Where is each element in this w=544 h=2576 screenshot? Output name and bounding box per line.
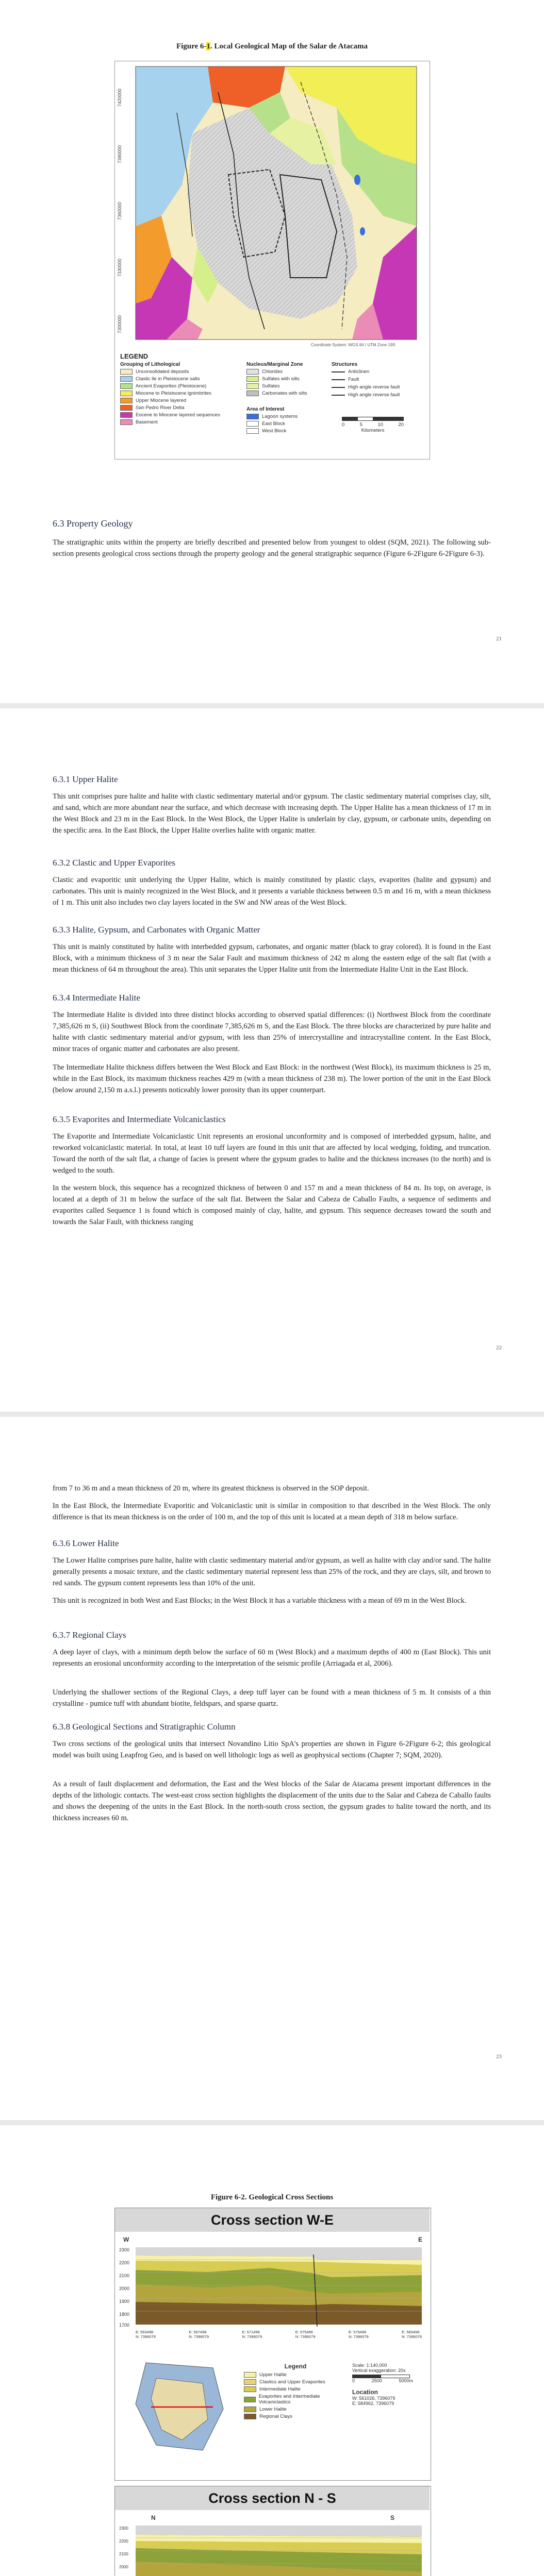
nucleus-head: Nucleus/Marginal Zone <box>246 362 303 367</box>
section-info: Scale: 1:140,000 Vertical exaggeration: 20x 0 2500 5000m Location W: 561026, 7396079 E: 584962, 7396079 <box>352 2363 424 2406</box>
page-number: 21 <box>496 636 502 642</box>
y-tick: 1900 <box>119 2299 130 2304</box>
y-tick: 2100 <box>119 2273 130 2278</box>
section-6-3-7-text-1: A deep layer of clays, with a minimum depth below the surface of 60 m (West Block) and a maximum depths of 400 m (East Block). This unit represents an erosional unconformity according to the interpretation of the seismic profile (Arriagada et al, 2006). <box>53 1648 491 1668</box>
aoi-head: Area of Interest <box>246 406 285 412</box>
section-legend <box>244 2363 347 2421</box>
legend-label: Lagoon systems <box>262 414 298 419</box>
y-tick: 2300 <box>119 2526 128 2531</box>
legend-label: West Block <box>262 428 287 434</box>
legend-label: Sulfates <box>262 383 280 389</box>
map-legend <box>120 352 424 455</box>
legend-label: Upper Miocene layered <box>136 398 187 403</box>
section-6-3-text: The stratigraphic units within the property are briefly described and presented below from youngest to oldest (SQM, 2021). The following sub-section presents geological cross sections through the property geology and the general stratigraphic sequence (Figure 6-2Figure 6-2Figure 6-3). <box>53 538 491 558</box>
structure-item <box>332 377 422 382</box>
legend-label: Clastics and Upper Evaporites <box>259 2379 325 2385</box>
y-tick: 2000 <box>119 2286 130 2291</box>
nucleus-list <box>246 369 324 398</box>
structure-item <box>332 392 422 398</box>
legend-swatch <box>120 398 133 403</box>
figure-caption: Figure 6-1. Local Geological Map of the Salar de Atacama <box>176 42 368 50</box>
x-tick-label: E: 563498 N: 7396079 <box>136 2330 156 2339</box>
page-3 <box>0 1417 544 2120</box>
legend-item <box>244 2386 347 2392</box>
legend-label: Eocene to Miocene layered sequences <box>136 412 220 418</box>
legend-item <box>246 414 324 419</box>
cross-section-we <box>114 2208 431 2481</box>
legend-label: Sulfates with silts <box>262 376 300 382</box>
legend-item <box>120 405 239 411</box>
structure-line-icon <box>332 387 345 388</box>
x-tick-label: E: 575498 N: 7396079 <box>295 2330 316 2339</box>
section-6-3-5-text-3: In the East Block, the Intermediate Evaporitic and Volcaniclastic unit is similar in composition to that described in the West Block. The only difference is that its mean thickness is on the order of 100 m, and the top of this unit is located at a mean depth of 318 m below surface. <box>53 1502 491 1521</box>
structure-item <box>332 369 422 375</box>
legend-item <box>120 398 239 403</box>
legend-item <box>246 383 324 389</box>
page-number: 23 <box>496 2054 502 2060</box>
scale-bar: 0 5 10 20 Kilometers <box>342 417 404 433</box>
section-title-6-3: 6.3 Property Geology <box>53 518 133 529</box>
legend-swatch <box>244 2372 256 2378</box>
legend-label: Unconsolidated deposits <box>136 369 189 375</box>
legend-item <box>120 369 239 375</box>
x-tick-label: E: 579498 N: 7396079 <box>348 2330 369 2339</box>
section-title-6-3-6: 6.3.6 Lower Halite <box>53 1538 119 1548</box>
section-6-3-8-text-1: Two cross sections of the geological units that intersect Novandino Litio SpA's properties are shown in Figure 6-2Figure 6-2; this geological model was built using Leapfrog Geo, and is based on well lithologic logs as well as geophysical sections (Chapter 7; SQM, 2020). <box>53 1740 491 1759</box>
y-tick: 2200 <box>119 2260 130 2265</box>
legend-item <box>120 412 239 418</box>
y-tick: 2000 <box>119 2565 128 2569</box>
legend-label: Evaporites and Intermediate Volcaniclastics <box>258 2394 320 2405</box>
y-tick: 2100 <box>119 2552 128 2556</box>
legend-swatch <box>246 383 259 389</box>
legend-label: Intermediate Halite <box>259 2386 301 2392</box>
legend-swatch <box>120 419 133 425</box>
legend-item <box>244 2372 347 2378</box>
legend-swatch <box>120 405 133 411</box>
legend-swatch <box>120 369 133 375</box>
legend-label: Carbonates with silts <box>262 391 307 396</box>
west-label: W <box>123 2236 129 2243</box>
legend-item <box>246 421 324 427</box>
scale-label: Kilometers <box>361 428 385 433</box>
legend-swatch <box>244 2379 256 2385</box>
east-label: E <box>418 2236 422 2243</box>
y-tick: 1800 <box>119 2312 130 2317</box>
legend-swatch <box>120 391 133 396</box>
section-6-3-4-text-2: The Intermediate Halite thickness differs between the West Block and East Block: in the northwest (West Block), its maximum thickness is 25 m, while in the East Block, its maximum thickness reaches 429 m (with a mean thickness of 238 m). The lower portion of the unit in the East Block (below around 2,150 m a.s.l.) presents noticeably lower porosity than its upper counterpart. <box>53 1063 491 1094</box>
section-title-6-3-8: 6.3.8 Geological Sections and Stratigraphic Column <box>53 1722 236 1732</box>
page-4 <box>0 2125 544 2576</box>
legend-label: Ancient Evaporites (Pleistocene) <box>136 383 207 389</box>
legend-swatch <box>246 428 259 434</box>
section-6-3-4-text-1: The Intermediate Halite is divided into three distinct blocks according to observed spatial differences: (i) Northwest Block from the coordinate 7,385,626 m S, (ii) Southwest Block from the coordinate 7,385,626 m S, and the East Block. The three blocks are characterized by pure halite and halite with clastic sedimentary material and/or gypsum, with less than 25% of intercrystalline and intracrystalline content. In the East Block, minor traces of organic matter and carbonates are also present. <box>53 1011 491 1053</box>
lagoon-1 <box>354 175 360 185</box>
legend-item <box>246 428 324 434</box>
section-ns-plot <box>115 2522 430 2576</box>
legend-label: Lower Halite <box>259 2406 287 2412</box>
structure-label: Fault <box>348 377 359 382</box>
section-6-3-3-text: This unit is mainly constituted by halite with interbedded gypsum, carbonates, and organic matter (black to gray colored). It is found in the East Block, with a minimum thickness of 3 m near the Salar Fault and maximum thickness of 242 m along the eastern edge of the salt flat (with a mean thickness of 64 m throughout the area). This unit separates the Upper Halite unit from the Intermediate Halite Unit in the East Block. <box>53 943 491 974</box>
legend-label: Basement <box>136 419 158 425</box>
structure-line-icon <box>332 379 345 380</box>
south-label: S <box>390 2514 394 2521</box>
legend-title: LEGEND <box>120 352 149 360</box>
location-map <box>125 2358 234 2461</box>
section-6-3-5-continued: from 7 to 36 m and a mean thickness of 20 m, where its greatest thickness is observed in the SOP deposit. <box>53 1484 369 1493</box>
legend-swatch <box>120 376 133 382</box>
legend-swatch <box>244 2406 256 2412</box>
x-tick-label: E: 567498 N: 7396079 <box>189 2330 209 2339</box>
lagoon-2 <box>360 227 365 235</box>
map-axis-label: 7390000 <box>117 145 122 163</box>
section-6-3-5-text-1: The Evaporite and Intermediate Volcaniclastic Unit represents an erosional unconformity and is composed of interbedded gypsum, halite, and reworked volcaniclastic material. In total, at least 10 tuff layers are found in this unit that are affected by local wedging, folding, and truncation. Toward the north of the salt flat, a change of facies is present where the gypsum grades to halite and the thickness increases (to the north) and is wedged to the south. <box>53 1132 491 1175</box>
y-tick: 1700 <box>119 2323 130 2328</box>
map-axis-label: 7330000 <box>117 258 122 277</box>
x-tick-label: E: 583498 N: 7396079 <box>402 2330 422 2339</box>
legend-item <box>244 2379 347 2385</box>
legend-item <box>120 419 239 425</box>
structure-label: Anticlinen <box>348 369 370 375</box>
legend-swatch <box>244 2414 256 2419</box>
legend-swatch <box>120 412 133 418</box>
structures-head: Structures <box>332 362 358 367</box>
y-tick: 2300 <box>119 2247 130 2252</box>
legend-swatch <box>120 383 133 389</box>
legend-swatch <box>246 414 259 419</box>
legend-label: Upper Halite <box>259 2372 287 2378</box>
cross-section-title: Cross section W-E <box>115 2208 430 2232</box>
lithology-list <box>120 369 239 427</box>
structure-line-icon <box>332 371 345 372</box>
section-title-6-3-5: 6.3.5 Evaporites and Intermediate Volcaniclastics <box>53 1114 226 1124</box>
map-credit: Coordinate System: WGS 84 / UTM Zone 19S <box>311 343 395 347</box>
section-title-6-3-7: 6.3.7 Regional Clays <box>53 1630 126 1640</box>
vertical-exaggeration: Vertical exaggeration: 20x <box>352 2368 406 2373</box>
section-6-3-2-text: Clastic and evaporitic unit underlying the Upper Halite, which is mainly constituted by plastic clays, evaporites (halite and gypsum) and carbonates. This unit is mainly recognized in the West Block, and it presents a variable thickness between 0.5 m and 16 m, with a mean thickness of 1 m. This unit also includes two clay layers located in the SW and NW areas of the West Block. <box>53 876 491 907</box>
legend-item <box>246 391 324 396</box>
structure-line-icon <box>332 395 345 396</box>
structure-item <box>332 384 422 390</box>
page-number: 22 <box>496 1345 502 1351</box>
legend-label: Clastic lle in Pleistocene salts <box>136 376 200 382</box>
geological-map <box>114 61 430 460</box>
page-2 <box>0 708 544 1412</box>
scale-text: Scale: 1:140,000 <box>352 2363 387 2368</box>
legend-item <box>120 376 239 382</box>
cross-section-title: Cross section N - S <box>115 2486 430 2510</box>
legend-item <box>120 383 239 389</box>
legend-label: Chlorides <box>262 369 283 375</box>
section-6-3-5-text-2: In the western block, this sequence has a recognized thickness of between 0 and 157 m and a mean thickness of 84 m. Its top, on average, is located at a depth of 31 m below the surface of the salt flat. Between the Salar and Cabeza de Caballo Faults, a sequence of sediments and evaporites called Sequence 1 is found which is composed mainly of clay, halite, and gypsum. This sequence decreases toward the south and towards the Salar Fault, with thickness ranging <box>53 1184 491 1226</box>
legend-swatch <box>246 376 259 382</box>
x-tick-label: E: 571498 N: 7396079 <box>242 2330 262 2339</box>
legend-swatch <box>246 391 259 396</box>
map-axis-label: 7360000 <box>117 201 122 220</box>
legend-title: Legend <box>284 2363 307 2370</box>
section-6-3-6-text-2: This unit is recognized in both West and East Blocks; in the West Block it has a variable thickness with a mean of 69 m in the West Block. <box>53 1597 467 1605</box>
section-6-3-7-text-2: Underlying the shallower sections of the Regional Clays, a deep tuff layer can be found with a mean thickness of 5 m. It consists of a thin crystalline - pumice tuff with abundant biotite, feldspars, and sparse quartz. <box>53 1688 491 1708</box>
legend-item <box>246 369 324 375</box>
legend-swatch <box>246 421 259 427</box>
cross-section-ns <box>114 2486 431 2576</box>
lithology-head: Grouping of Lithological <box>120 362 180 367</box>
legend-item <box>244 2394 347 2405</box>
section-6-3-6-text-1: The Lower Halite comprises pure halite, halite with clastic sedimentary material and/or gypsum, as well as halite with clay and/or sand. The halite generally presents a mosaic texture, and the clastic sedimentary material represent less than 25% of the rock, and they are clays, silt, and brown to red sands. The gypsum content represents less than 10% of the unit. <box>53 1556 491 1587</box>
aoi-list <box>246 414 324 435</box>
map-canvas <box>115 61 430 350</box>
north-label: N <box>151 2514 156 2521</box>
y-tick: 2200 <box>119 2539 128 2544</box>
legend-label: Miocene to Pleistocene ignimbrites <box>136 391 211 396</box>
x-ticks <box>136 2330 422 2339</box>
structure-label: High angle reverse fault <box>348 384 400 390</box>
structure-label: High angle reverse fault <box>348 392 400 398</box>
page-1 <box>0 0 544 703</box>
legend-item <box>120 391 239 396</box>
legend-item <box>244 2406 347 2412</box>
section-title-6-3-4: 6.3.4 Intermediate Halite <box>53 993 140 1003</box>
section-6-3-8-text-2: As a result of fault displacement and deformation, the East and the West blocks of the Salar de Atacama present important differences in the depths of the lithologic contacts. The west-east cross section highlights the displacement of the units due to the Salar and Cabeza de Caballo faults and shows the deepening of the units in the East Block. In the north-south cross section, the gypsum grades to halite toward the north, and its thickness increases 60 m. <box>53 1780 491 1822</box>
legend-label: Regional Clays <box>259 2414 292 2419</box>
figure-caption: Figure 6-2. Geological Cross Sections <box>210 2193 334 2201</box>
location-title: Location <box>352 2388 378 2396</box>
section-6-3-1-text: This unit comprises pure halite and halite with clastic sedimentary material and/or gypsum. The clastic sedimentary material comprises clay, silt, and sand, which are more abundant near the surface, and which decrease with increasing depth. The Upper Halite has a mean thickness of 17 m in the West Block and 23 m in the East Block. In the West Block, the Upper Halite is underlain by clay, gypsum, or carbonate units, depending on the specific area. In the East Block, the Upper Halite overlies halite with organic matter. <box>53 792 491 835</box>
legend-swatch <box>244 2386 256 2392</box>
location-e: E: 584962, 7396079 <box>352 2401 394 2406</box>
location-w: W: 561026, 7396079 <box>352 2396 395 2401</box>
map-axis-label: 7300000 <box>117 315 122 333</box>
structures-list <box>332 369 422 400</box>
legend-item <box>246 376 324 382</box>
section-title-6-3-2: 6.3.2 Clastic and Upper Evaporites <box>53 858 175 868</box>
legend-label: East Block <box>262 421 285 427</box>
map-axis-label: 7420000 <box>117 88 122 107</box>
legend-item <box>244 2414 347 2419</box>
section-title-6-3-3: 6.3.3 Halite, Gypsum, and Carbonates with Organic Matter <box>53 925 260 935</box>
legend-label: San Pedro River Delta <box>136 405 185 411</box>
legend-swatch <box>246 369 259 375</box>
section-title-6-3-1: 6.3.1 Upper Halite <box>53 774 118 784</box>
legend-swatch <box>244 2397 256 2402</box>
